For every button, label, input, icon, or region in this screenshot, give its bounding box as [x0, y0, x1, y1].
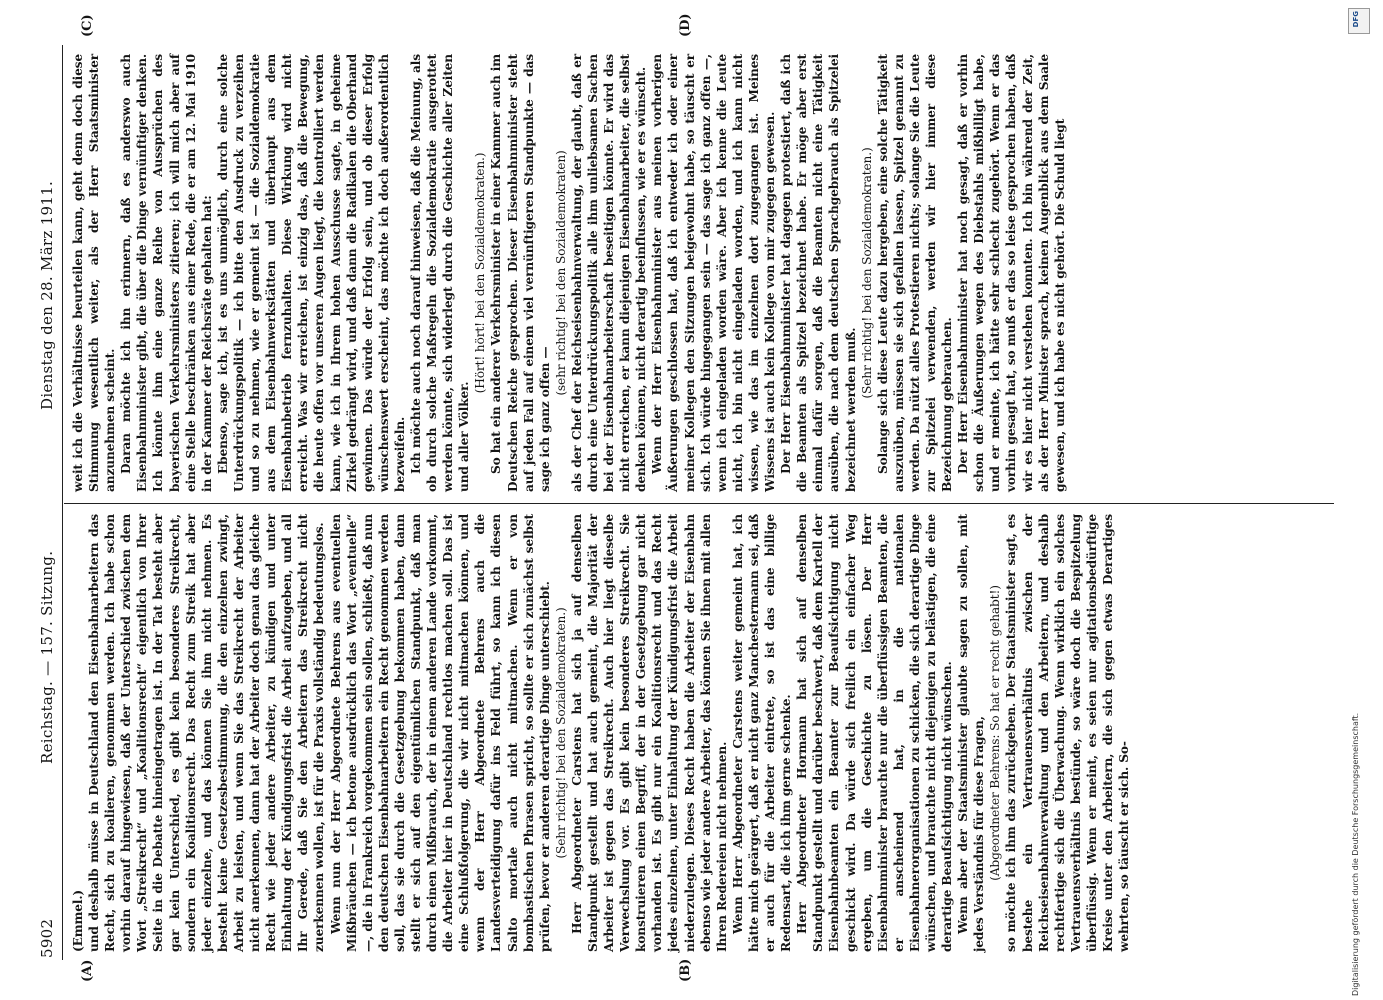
paragraph: Ich möchte auch noch darauf hinweisen, daß die Meinung, als ob durch solche Maßregeln die Sozialdemokratie ausgerottet werden könnte, sich widerlegt durch die Geschichte aller Zeiten und aller Völker.: [408, 54, 472, 492]
paragraph: Der Herr Eisenbahnminister hat dagegen protestiert, daß ich die Beamten als Spitzel bezeichnet habe. Er möge aber erst einmal dafür sorgen, daß die Beamten nicht eine Tätigkeit ausüben, die nach dem deutschen Sprachgebrauch als Spitzelei bezeichnet werden muß.: [779, 54, 858, 492]
paragraph: als der Chef der Reichseisenbahnverwaltung, der glaubt, daß er durch eine Unterdrückungspolitik alle ihm unliebsamen Sachen bei der Eisenbahnarbeiterschaft beseitigen könnte. Er wird das nicht erreichen, er kann diejenigen Eisenbahnarbeiter, die selbst denken können, nicht derartig beeinflussen, wie er es wünscht.: [569, 54, 649, 492]
paragraph: So hat ein anderer Verkehrsminister in einer Kammer auch im Deutschen Reiche gesprochen. Dieser Eisenbahnminister steht auf jeden Fall auf einem viel vernünftigeren Standpunkte — das sage ich ganz offen —: [489, 54, 552, 492]
interjection: (Sehr richtig! bei den Sozialdemokraten.): [553, 607, 568, 859]
right-column: [70, 54, 1068, 492]
paragraph: so möchte ich ihm das zurückgeben. Der Staatsminister sagt, es bestehe ein Vertrauensverhältnis zwischen der Reichseisenbahnverwaltung und den Arbeitern, und deshalb rechtfertige sich die Überwachung. Wenn wirklich ein solches Vertrauensverhältnis bestünde, so wäre doch die Bespitzelung überflüssig. Wenn er meint, es seien nur agitationsbedürftige Kreise unter den Arbeitern, die sich gegen etwas Derartiges wehrten, so täuscht er sich. So-: [1004, 514, 1132, 952]
paragraph: Solange sich diese Leute dazu hergeben, eine solche Tätigkeit auszuüben, müssen sie sich gefallen lassen, Spitzel genannt zu werden. Da nützt alles Protestieren nichts; solange Sie die Leute zur Spitzelei verwenden, werden wir hier immer diese Bezeichnung gebrauchen.: [875, 54, 955, 492]
session-title: Reichstag. — 157. Sitzung.: [38, 550, 56, 764]
paragraph: Wenn aber der Staatsminister glaubte sagen zu sollen, mit jedes Verständnis für diese Fragen,: [956, 514, 987, 952]
header-rule: [62, 45, 63, 960]
paragraph: Der Herr Eisenbahnminister hat noch gesagt, daß er vorhin schon die Äußerungen wegen des Diebstahls mißbilligt habe, und er meinte, ich hätte sehr schlecht zugehört. Wenn er das vorhin gesagt hat, so muß er das so leise gesprochen haben, daß wir es hier nicht verstehen konnten. Ich bin während der Zeit, als der Herr Minister sprach, keinen Augenblick aus dem Saale gewesen, und ich habe es nicht gehört. Die Schuld liegt: [956, 54, 1067, 492]
page-number: 5902: [38, 918, 56, 958]
digitization-sidebar: [1343, 6, 1383, 1000]
dfg-logo: DFG: [1348, 8, 1370, 34]
paragraph: Herr Abgeordneter Carstens hat sich ja auf denselben Standpunkt gestellt und hat auch gemeint, die Majorität der Arbeiter ist gegen das Streikrecht. Auch hier liegt dieselbe Verwechslung vor. Es gibt kein besonderes Streikrecht. Sie konstruieren einen Begriff, der in der Gesetzgebung gar nicht vorhanden ist. Es gibt nur ein Koalitionsrecht und das Recht jedes einzelnen, unter Einhaltung der Kündigungsfrist die Arbeit niederzulegen. Dieses Recht haben die Arbeiter der Eisenbahn ebenso wie jeder andere Arbeiter, das können Sie ihnen mit allen Ihren Redereien nicht nehmen.: [569, 514, 729, 952]
interjection: (Abgeordneter Behrens: So hat er recht gehabt!): [988, 585, 1003, 881]
session-date: Dienstag den 28. März 1911.: [38, 180, 56, 410]
interjection: (sehr richtig! bei den Sozialdemokraten): [553, 150, 568, 396]
margin-marker-b: (B): [678, 958, 693, 982]
left-column: [70, 514, 1132, 952]
paragraph: und deshalb müsse in Deutschland den Eisenbahnarbeitern das Recht, sich zu koalieren, genommen werden. Ich habe schon vorhin darauf hingewiesen, daß der Unterschied zwischen dem Wort „Streikrecht“ und „Koalitionsrecht“ eigentlich von Ihrer Seite in die Debatte hineingetragen ist. In der Tat besteht aber gar kein Unterschied, es gibt kein besonderes Streikrecht, sondern ein Koalitionsrecht. Das Recht zum Streik hat aber jeder einzelne, und das können Sie ihm nicht nehmen. Es besteht keine Gesetzesbestimmung, die den einzelnen zwingt, Arbeit zu leisten, und wenn Sie das Streikrecht der Arbeiter nicht anerkennen, dann hat der Arbeiter doch genau das gleiche Recht wie jeder andere Arbeiter, zu kündigen und unter Einhaltung der Kündigungsfrist die Arbeit aufzugeben, und all Ihr Gerede, daß Sie den Arbeitern das Streikrecht nicht zuerkennen wollen, ist für die Praxis vollständig bedeutungslos.: [87, 514, 327, 952]
paragraph: Herr Abgeordneter Hormann hat sich auf denselben Standpunkt gestellt und darüber beschwert, daß dem Kartell der Eisenbahnbeamten ein Beamter zur Beaufsichtigung nicht geschickt wird. Da würde sich freilich ein einfacher Weg ergeben, um die Geschichte zu lösen. Der Herr Eisenbahnminister brauchte nur die überflüssigen Beamten, die er anscheinend hat, in die nationalen Eisenbahnerorganisationen zu schicken, die sich derartige Dinge wünschen, und brauchte nicht diejenigen zu belästigen, die eine derartige Beaufsichtigung nicht wünschen.: [795, 514, 955, 952]
margin-marker-a: (A): [80, 959, 95, 982]
page-header: [38, 0, 64, 1000]
paragraph: Daran möchte ich ihn erinnern, daß es anderswo auch Eisenbahnminister gibt, die über die Dinge vernünftiger denken. Ich könnte ihm eine ganze Reihe von Aussprüchen des bayerischen Verkehrsministers zitieren; ich will mich aber auf eine Stelle beschränken aus einer Rede, die er am 12. Mai 1910 in der Kammer der Reichsräte gehalten hat:: [119, 54, 214, 492]
interjection: (Hört! hört! bei den Sozialdemokraten.): [473, 152, 488, 394]
paragraph: (Emmel.): [71, 889, 85, 952]
paragraph: Wenn nun der Herr Abgeordnete Behrens aus eventuellen Mißbräuchen — ich betone ausdrücklich das Wort „eventuelle“ —, die in Frankreich vorgekommen sein sollen, schließt, daß nun den deutschen Eisenbahnarbeitern ein Recht genommen werden soll, das sie durch die Gesetzgebung bekommen haben, dann stellt er sich auf den eigentümlichen Standpunkt, daß man durch einen Mißbrauch, der in einem anderen Lande vorkommt, die Arbeiter hier in Deutschland rechtlos machen soll. Das ist eine Schlußfolgerung, die wir nicht mitmachen können, und wenn der Herr Abgeordnete Behrens auch die Landesverteidigung dafür ins Feld führt, so kann ich diesen Salto mortale auch nicht mitmachen. Wenn er von bombastischen Phrasen spricht, so sollte er sich zunächst selbst prüfen, bevor er anderen derartige Dinge unterschiebt.: [328, 514, 552, 952]
digitization-note: Digitalisierung gefördert durch die Deutsche Forschungsgemeinschaft.: [1351, 712, 1360, 996]
paragraph: Wenn Herr Abgeordneter Carstens weiter gemeint hat, ich hätte mich geärgert, daß er nicht ganz Manchestermann sei, daß er auch für die Arbeiter eintrete, so ist das eine billige Redensart, die ich ihm gerne schenke.: [730, 514, 794, 952]
paragraph: Wenn der Herr Eisenbahnminister aus meinen vorherigen Äußerungen geschlossen hat, daß ich entweder ich oder einer meiner Kollegen den Sitzungen beigewohnt habe, so täuscht er sich. Ich würde hingegangen sein — das sage ich ganz offen —, wenn ich eingeladen worden wäre. Aber ich kenne die Leute nicht, ich bin nicht eingeladen worden, und ich kann nicht wissen, wie das im einzelnen dort zugegangen ist. Meines Wissens ist auch kein Kollege von mir zugegen gewesen.: [650, 54, 778, 492]
interjection: (Sehr richtig! bei den Sozialdemokraten.): [859, 147, 874, 399]
margin-marker-d: (D): [678, 13, 693, 37]
margin-marker-c: (C): [80, 14, 95, 37]
column-divider: [64, 503, 1334, 504]
paragraph: weit ich die Verhältnisse beurteilen kann, geht denn doch diese Stimmung wesentlich weiter, als der Herr Staatsminister anzunehmen scheint.: [71, 54, 118, 492]
quotation: Ebenso, sage ich, ist es uns unmöglich, durch eine solche Unterdrückungspolitik — ich bitte den Ausdruck zu verzeihen und so zu nehmen, wie er gemeint ist — die Sozialdemokratie aus dem Eisenbahnwerkstätten und überhaupt aus dem Eisenbahnbetrieb fernzuhalten. Diese Wirkung wird nicht erreicht. Was wir erreichen, ist einzig das, daß die Bewegung, die heute offen vor unseren Augen liegt, die kontrolliert werden kann, wie ich in Ihrem hohen Ausschusse sagte, in geheime Zirkel gedrängt wird, und daß dann die Radikalen die Oberhand gewinnen. Das würde der Erfolg sein, und ob dieser Erfolg wünschenswert erscheint, das möchte ich doch außerordentlich bezweifeln.: [215, 54, 407, 492]
